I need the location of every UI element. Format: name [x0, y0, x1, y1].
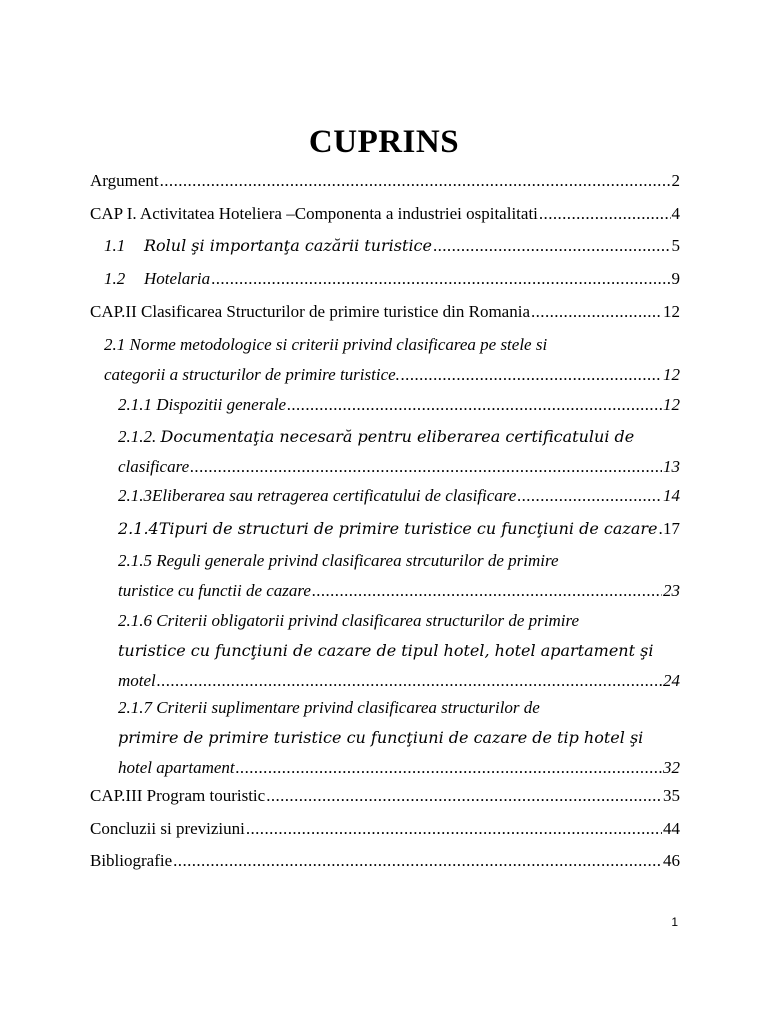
toc-entry-1-2: [104, 264, 680, 294]
toc-label-line: motel: [118, 671, 156, 690]
toc-page: 24: [663, 671, 680, 690]
toc-label: 2.1.4Tipuri de structuri de primire turistice cu funcţiuni de cazare: [118, 519, 658, 538]
toc-label-line: 2.1.6 Criterii obligatorii privind clasificarea structurilor de primire: [118, 611, 580, 630]
toc-leader: [401, 360, 662, 390]
toc-label: CAP.III Program touristic: [90, 786, 266, 805]
toc-leader: [157, 666, 662, 696]
toc-label: Hotelaria: [144, 269, 211, 288]
toc-entry-cap3: [90, 781, 680, 811]
toc-label: 2.1.3Eliberarea sau retragerea certificatului de clasificare: [118, 486, 517, 505]
toc-page: 13: [663, 457, 680, 476]
toc-page: 23: [663, 581, 680, 600]
toc-entry-2-1: [104, 330, 680, 390]
toc-label: CAP.II Clasificarea Structurilor de primire turistice din Romania: [90, 302, 530, 321]
toc-label-line: hotel apartament: [118, 758, 235, 777]
toc-page: 2: [671, 171, 680, 190]
toc-number: 1.1: [104, 236, 126, 255]
toc-page: 46: [663, 851, 680, 870]
toc-leader: [236, 753, 662, 783]
toc-entry-concluzii: [90, 814, 680, 844]
toc-label-line: 2.1.7 Criterii suplimentare privind clasificarea structurilor de: [118, 698, 540, 717]
toc-page: 44: [663, 819, 680, 838]
toc-page: 32: [663, 758, 680, 777]
toc-label-line: 2.1.5 Reguli generale privind clasificarea strcuturilor de primire: [118, 551, 559, 570]
toc-entry-cap2: [90, 297, 680, 327]
toc-page: 12: [663, 365, 680, 384]
toc-page: 17: [663, 519, 680, 538]
toc-label-line: clasificare: [118, 457, 190, 476]
toc-label: Rolul şi importanţa cazării turistice: [144, 236, 432, 255]
toc-entry-1-1: [104, 231, 680, 261]
page-title: CUPRINS: [308, 124, 460, 160]
toc-page: 12: [663, 395, 680, 414]
toc-entry-2-1-6: [118, 606, 680, 696]
toc-entry-argument: [90, 166, 680, 196]
toc-number: 2.1.2.: [118, 427, 157, 446]
toc-leader: [312, 576, 662, 606]
toc-label-line: 2.1 Norme metodologice si criterii privind clasificarea pe stele si: [104, 335, 548, 354]
toc-label-line: Documentaţia necesară pentru eliberarea certificatului de: [160, 427, 635, 446]
toc-entry-2-1-4: [118, 514, 680, 544]
toc-leader: [539, 199, 671, 229]
toc-page: 35: [663, 786, 680, 805]
toc-leader: [190, 452, 662, 482]
toc-entry-2-1-2: [118, 422, 680, 482]
toc-leader: [517, 481, 662, 511]
toc-label: Concluzii si previziuni: [90, 819, 245, 838]
toc-entry-bibliografie: [90, 846, 680, 876]
toc-label-line: categorii a structurilor de primire turistice.: [104, 365, 400, 384]
toc-label-line: turistice cu functii de cazare: [118, 581, 311, 600]
toc-leader: [246, 814, 662, 844]
toc-label: Bibliografie: [90, 851, 173, 870]
toc-entry-2-1-1: [118, 390, 680, 420]
toc-entry-2-1-7: [118, 693, 680, 783]
toc-leader: [433, 231, 671, 261]
toc-leader: [266, 781, 662, 811]
toc-entry-cap1: [90, 199, 680, 229]
page-number: 1: [671, 915, 678, 929]
toc-leader: [211, 264, 670, 294]
toc-leader: [659, 514, 663, 544]
toc-label: 2.1.1 Dispozitii generale: [118, 395, 287, 414]
toc-page: 5: [671, 236, 680, 255]
toc-entry-2-1-5: [118, 546, 680, 606]
toc-page: 14: [663, 486, 680, 505]
toc-leader: [173, 846, 662, 876]
toc-label: CAP I. Activitatea Hoteliera –Componenta a industriei ospitalitati: [90, 204, 538, 223]
toc-leader: [160, 166, 671, 196]
toc-label-line: primire de primire turistice cu funcţiuni de cazare de tip hotel şi: [118, 728, 644, 747]
toc-page: 9: [671, 269, 680, 288]
toc-leader: [287, 390, 662, 420]
toc-leader: [531, 297, 662, 327]
toc-entry-2-1-3: [118, 481, 680, 511]
toc-page: 4: [671, 204, 680, 223]
toc-label: Argument: [90, 171, 159, 190]
toc-number: 1.2: [104, 269, 126, 288]
toc-label-line: turistice cu funcţiuni de cazare de tipul hotel, hotel apartament şi: [118, 641, 654, 660]
toc-page: 12: [663, 302, 680, 321]
